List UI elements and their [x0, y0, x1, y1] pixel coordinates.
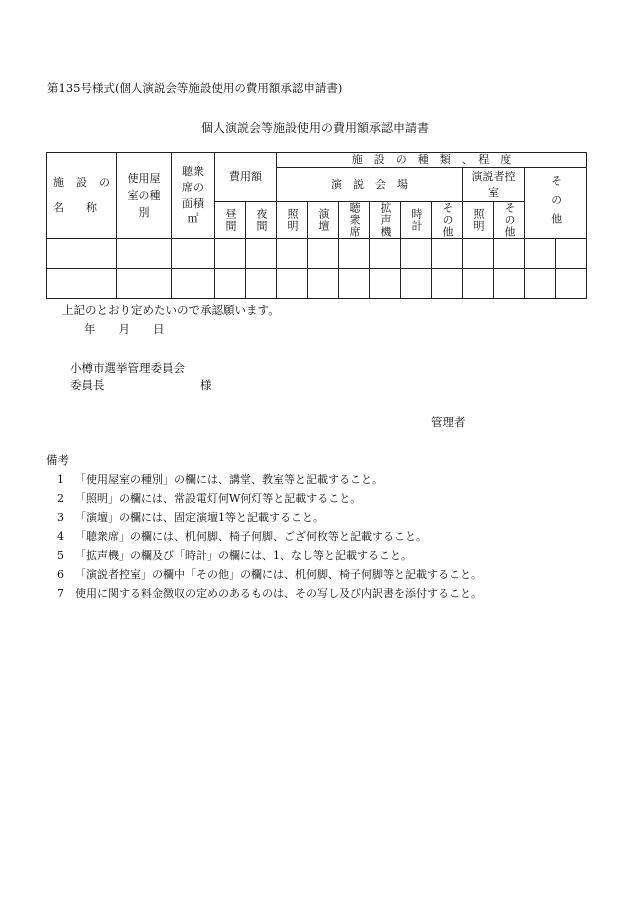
audience-area-header: [172, 153, 215, 239]
input-cell[interactable]: [339, 239, 370, 269]
input-cell[interactable]: [370, 269, 401, 299]
fee-night-label: 夜間: [255, 208, 269, 232]
facility-name-header: [47, 153, 121, 239]
input-cell[interactable]: [556, 239, 587, 269]
form-number: 第135号様式(個人演説会等施設使用の費用額承認申請書): [47, 81, 343, 95]
equipment-label: 施 設 の 種 類 、 程 度: [351, 153, 512, 167]
input-cell[interactable]: [308, 269, 339, 299]
venue-col-label: 拡声機: [379, 202, 393, 238]
venue-col-label: 時計: [410, 208, 424, 232]
note-text: 「照明」の欄には、常設電灯何W何灯等と記載すること。: [75, 492, 362, 505]
input-cell[interactable]: [117, 269, 172, 299]
input-cell[interactable]: [494, 239, 525, 269]
table-row: [47, 239, 587, 269]
input-cell[interactable]: [370, 239, 401, 269]
note-item: [57, 471, 383, 487]
input-cell[interactable]: [432, 269, 463, 299]
input-cell[interactable]: [47, 239, 117, 269]
input-cell[interactable]: [277, 269, 308, 299]
notes-heading: 備考: [46, 453, 69, 467]
fee-day-header: [215, 202, 246, 239]
input-cell[interactable]: [525, 269, 556, 299]
note-number: 5: [57, 549, 64, 562]
note-item: [57, 528, 427, 544]
input-cell[interactable]: [401, 239, 432, 269]
manager-label: 管理者: [431, 415, 466, 429]
note-number: 6: [57, 568, 64, 581]
venue-col-audience-seats: [339, 202, 370, 239]
note-item: [57, 585, 482, 601]
chairman-label: 委員長: [70, 378, 105, 392]
input-cell[interactable]: [432, 239, 463, 269]
note-number: 2: [57, 492, 64, 505]
note-number: 7: [57, 587, 64, 600]
room-col-label: 照明: [472, 208, 486, 232]
other-label: その他: [549, 174, 563, 232]
note-number: 4: [57, 530, 64, 543]
input-cell[interactable]: [215, 239, 246, 269]
venue-col-other: [432, 202, 463, 239]
input-cell[interactable]: [463, 239, 494, 269]
venue-col-podium: [308, 202, 339, 239]
note-item: [57, 509, 324, 525]
input-cell[interactable]: [246, 239, 277, 269]
venue-col-label: その他: [441, 202, 455, 238]
document-title: 個人演説会等施設使用の費用額承認申請書: [200, 121, 429, 135]
note-item: [57, 490, 361, 506]
room-col-other: [494, 202, 525, 239]
date-line[interactable]: 年 月 日: [84, 322, 165, 336]
venue-col-label: 照明: [286, 208, 300, 232]
room-col-lighting: [463, 202, 494, 239]
input-cell[interactable]: [556, 269, 587, 299]
honorific: 様: [200, 378, 212, 392]
input-cell[interactable]: [172, 269, 215, 299]
room-col-label: その他: [503, 202, 517, 238]
note-text: 使用に関する料金徴収の定めのあるものは、その写し及び内訳書を添付すること。: [75, 587, 482, 600]
note-number: 1: [57, 473, 64, 486]
input-cell[interactable]: [463, 269, 494, 299]
other-header: [525, 168, 587, 239]
note-text: 「演説者控室」の欄中「その他」の欄には、机何脚、椅子何脚等と記載すること。: [75, 568, 482, 581]
table-row: [47, 269, 587, 299]
equipment-header: [277, 153, 587, 168]
facility-name-label: 施 設 の 名 称: [53, 176, 121, 214]
note-item: [57, 566, 482, 582]
fee-day-label: 昼間: [224, 208, 238, 232]
input-cell[interactable]: [525, 239, 556, 269]
venue-group-label: 演 説 会 場: [331, 177, 408, 191]
input-cell[interactable]: [215, 269, 246, 299]
input-cell[interactable]: [246, 269, 277, 299]
input-cell[interactable]: [494, 269, 525, 299]
venue-col-label: 聴衆席: [348, 202, 362, 238]
venue-col-clock: [401, 202, 432, 239]
input-cell[interactable]: [117, 239, 172, 269]
note-text: 「拡声機」の欄及び「時計」の欄には、1、なし等と記載すること。: [75, 549, 412, 562]
note-item: [57, 547, 412, 563]
venue-col-lighting: [277, 202, 308, 239]
speaker-room-label: 演説者控室: [471, 170, 516, 199]
fee-label: 費用額: [229, 170, 262, 184]
venue-col-label: 演壇: [317, 208, 331, 232]
room-type-header: [117, 153, 172, 239]
venue-col-loudspeaker: [370, 202, 401, 239]
venue-group-header: [277, 168, 463, 202]
input-cell[interactable]: [401, 269, 432, 299]
room-type-label: 使用屋室の種別: [127, 171, 161, 220]
fee-night-header: [246, 202, 277, 239]
committee-name: 小樽市選挙管理委員会: [70, 361, 185, 375]
note-text: 「使用屋室の種別」の欄には、講堂、教室等と記載すること。: [75, 473, 383, 486]
input-cell[interactable]: [47, 269, 117, 299]
input-cell[interactable]: [339, 269, 370, 299]
fee-header: [215, 153, 277, 202]
note-number: 3: [57, 511, 64, 524]
speaker-room-header: [463, 168, 525, 202]
input-cell[interactable]: [172, 239, 215, 269]
request-statement: 上記のとおり定めたいので承認願います。: [62, 303, 280, 317]
input-cell[interactable]: [308, 239, 339, 269]
audience-area-label: 聴衆席の面積㎡: [182, 164, 204, 226]
note-text: 「聴衆席」の欄には、机何脚、椅子何脚、ござ何枚等と記載すること。: [75, 530, 427, 543]
application-table: [46, 152, 587, 299]
input-cell[interactable]: [277, 239, 308, 269]
note-text: 「演壇」の欄には、固定演壇1等と記載すること。: [75, 511, 324, 524]
